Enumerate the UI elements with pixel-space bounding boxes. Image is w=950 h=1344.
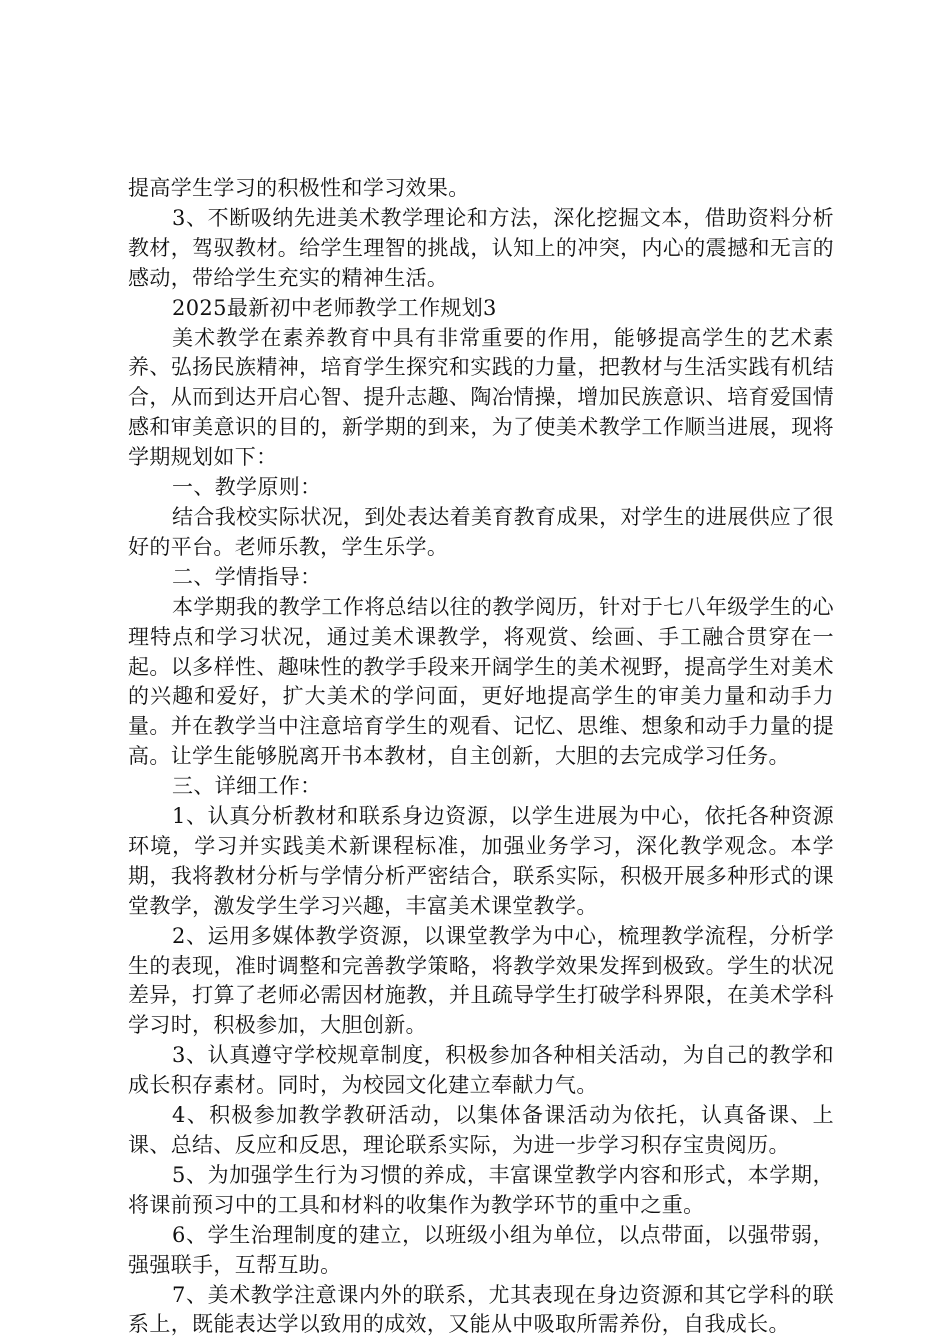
- list-item: 2、运用多媒体教学资源，以课堂教学为中心，梳理教学流程，分析学生的表现，准时调整和完善教学策略，将教学效果发挥到极致。学生的状况差异，打算了老师必需因材施教，并且疏导学生打破学科界限，在美术学科学习时，积极参加，大胆创新。: [128, 923, 834, 1038]
- section-title: 2025最新初中老师教学工作规划3: [172, 295, 497, 320]
- paragraph: 美术教学在素养教育中具有非常重要的作用，能够提高学生的艺术素养、弘扬民族精神，培育学生探究和实践的力量，把教材与生活实践有机结合，从而到达开启心智、提升志趣、陶冶情操，增加民族意识、培育爱国情感和审美意识的目的，新学期的到来，为了使美术教学工作顺当进展，现将学期规划如下：: [128, 325, 834, 470]
- list-item: 6、学生治理制度的建立，以班级小组为单位，以点带面，以强带弱，强强联手，互帮互助。: [128, 1222, 834, 1277]
- list-item: 4、积极参加教学教研活动，以集体备课活动为依托，认真备课、上课、总结、反应和反思，理论联系实际，为进一步学习积存宝贵阅历。: [128, 1103, 834, 1157]
- list-item: 7、美术教学注意课内外的联系，尤其表现在身边资源和其它学科的联系上，既能表达学以致用的成效，又能从中吸取所需养份，自我成长。: [128, 1282, 834, 1337]
- document-body: [128, 174, 834, 1340]
- section-heading: 三、详细工作：: [172, 774, 322, 799]
- section-heading: 一、教学原则：: [172, 475, 322, 500]
- paragraph: 3、不断吸纳先进美术教学理论和方法，深化挖掘文本，借助资料分析教材，驾驭教材。给学生理智的挑战，认知上的冲突，内心的震撼和无言的感动，带给学生充实的精神生活。: [128, 205, 834, 290]
- list-item: 3、认真遵守学校规章制度，积极参加各种相关活动，为自己的教学和成长积存素材。同时，为校园文化建立奉献力气。: [128, 1043, 834, 1098]
- paragraph: 本学期我的教学工作将总结以往的教学阅历，针对于七八年级学生的心理特点和学习状况，通过美术课教学，将观赏、绘画、手工融合贯穿在一起。以多样性、趣味性的教学手段来开阔学生的美术视野，提高学生对美术的兴趣和爱好，扩大美术的学问面，更好地提高学生的审美力量和动手力量。并在教学当中注意培育学生的观看、记忆、思维、想象和动手力量的提高。让学生能够脱离开书本教材，自主创新，大胆的去完成学习任务。: [128, 594, 834, 769]
- list-item: 5、为加强学生行为习惯的养成，丰富课堂教学内容和形式，本学期，将课前预习中的工具和材料的收集作为教学环节的重中之重。: [128, 1162, 834, 1217]
- paragraph: 结合我校实际状况，到处表达着美育教育成果，对学生的进展供应了很好的平台。老师乐教，学生乐学。: [128, 504, 834, 559]
- list-item: 1、认真分析教材和联系身边资源，以学生进展为中心，依托各种资源环境，学习并实践美术新课程标准，加强业务学习，深化教学观念。本学期，我将教材分析与学情分析严密结合，联系实际，积极开展多种形式的课堂教学，激发学生学习兴趣，丰富美术课堂教学。: [128, 804, 834, 918]
- section-heading: 二、学情指导：: [172, 564, 322, 589]
- paragraph: 提高学生学习的积极性和学习效果。: [128, 176, 470, 200]
